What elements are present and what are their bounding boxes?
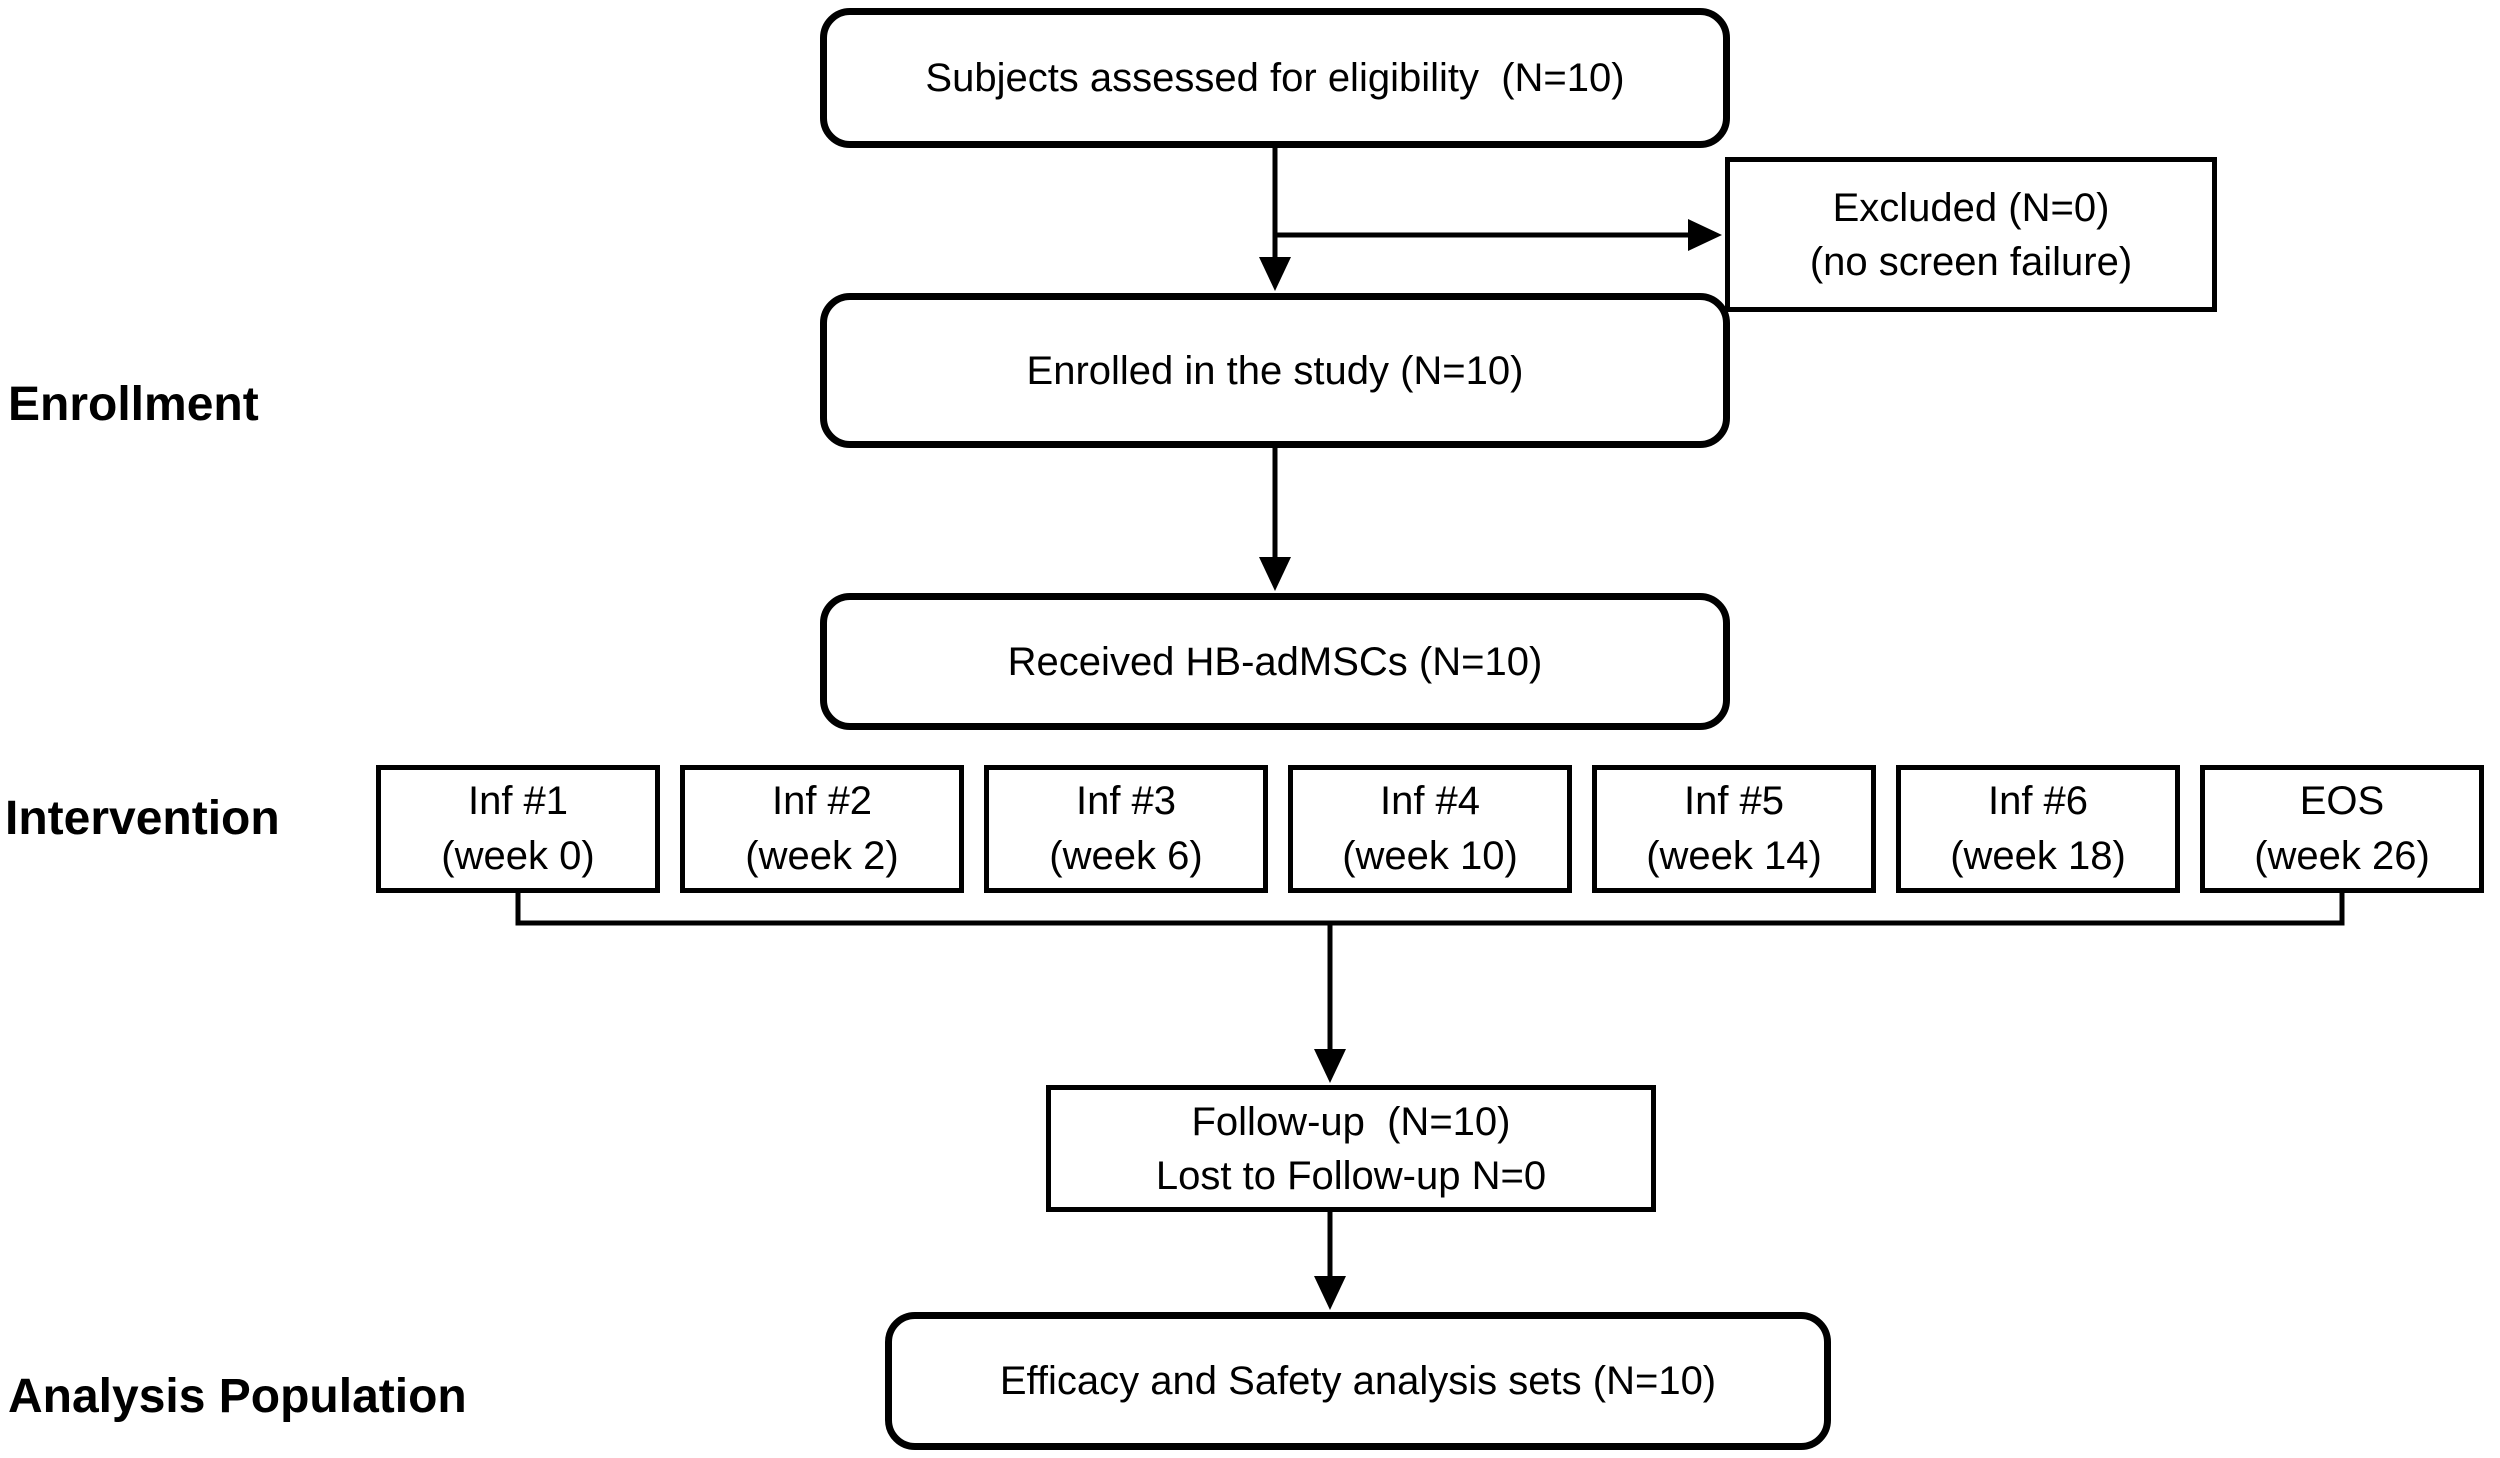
intervention-box-1 <box>376 765 660 893</box>
node-subjects-assessed <box>820 8 1730 148</box>
arrow-enrolled-to-received-icon <box>1259 448 1291 591</box>
intervention-box-line2: (week 10) <box>1342 834 1518 878</box>
intervention-box-line1: Inf #1 <box>467 779 569 823</box>
arrow-to-excluded-icon <box>1273 219 1723 251</box>
intervention-box-line2: (week 2) <box>745 834 899 878</box>
stage-label-intervention: Intervention <box>5 792 280 845</box>
node-excluded <box>1725 157 2217 312</box>
arrow-bracket-to-followup-icon <box>1314 925 1346 1083</box>
node-received-hb-admscs-text: Received HB-adMSCs (N=10) <box>1007 639 1543 684</box>
intervention-box-line1: Inf #6 <box>1987 779 2089 823</box>
node-analysis-sets-text: Efficacy and Safety analysis sets (N=10) <box>999 1359 1717 1403</box>
node-excluded-line1: Excluded (N=0) <box>1832 185 2110 230</box>
arrow-eligibility-to-enrolled-icon <box>1259 148 1291 291</box>
intervention-box-6 <box>1896 765 2180 893</box>
node-enrolled-text: Enrolled in the study (N=10) <box>1026 348 1524 393</box>
intervention-box-line2: (week 0) <box>441 834 595 878</box>
intervention-box-3 <box>984 765 1268 893</box>
stage-label-analysis-population: Analysis Population <box>8 1370 467 1423</box>
intervention-box-line1: Inf #4 <box>1379 779 1481 823</box>
intervention-box-line2: (week 18) <box>1950 834 2126 878</box>
intervention-box-2 <box>680 765 964 893</box>
intervention-box-line2: (week 26) <box>2254 834 2430 878</box>
arrow-followup-to-analysis-icon <box>1314 1212 1346 1310</box>
node-subjects-assessed-text: Subjects assessed for eligibility (N=10) <box>925 56 1625 100</box>
intervention-box-line1: Inf #2 <box>771 779 873 823</box>
intervention-box-line2: (week 14) <box>1646 834 1822 878</box>
node-received-hb-admscs <box>820 593 1730 730</box>
node-excluded-line2: (no screen failure) <box>1809 239 2133 284</box>
node-enrolled <box>820 293 1730 448</box>
intervention-box-line1: Inf #5 <box>1683 779 1785 823</box>
node-followup-line1: Follow-up (N=10) <box>1191 1099 1511 1144</box>
intervention-box-5 <box>1592 765 1876 893</box>
intervention-box-4 <box>1288 765 1572 893</box>
stage-label-enrollment: Enrollment <box>8 378 259 431</box>
node-analysis-sets <box>885 1312 1831 1450</box>
intervention-box-line1: EOS <box>2299 779 2385 823</box>
intervention-box-line1: Inf #3 <box>1075 779 1177 823</box>
intervention-bracket-icon <box>518 893 2342 923</box>
node-followup <box>1046 1085 1656 1212</box>
intervention-box-7 <box>2200 765 2484 893</box>
node-followup-line2: Lost to Follow-up N=0 <box>1155 1153 1547 1198</box>
intervention-box-line2: (week 6) <box>1049 834 1203 878</box>
